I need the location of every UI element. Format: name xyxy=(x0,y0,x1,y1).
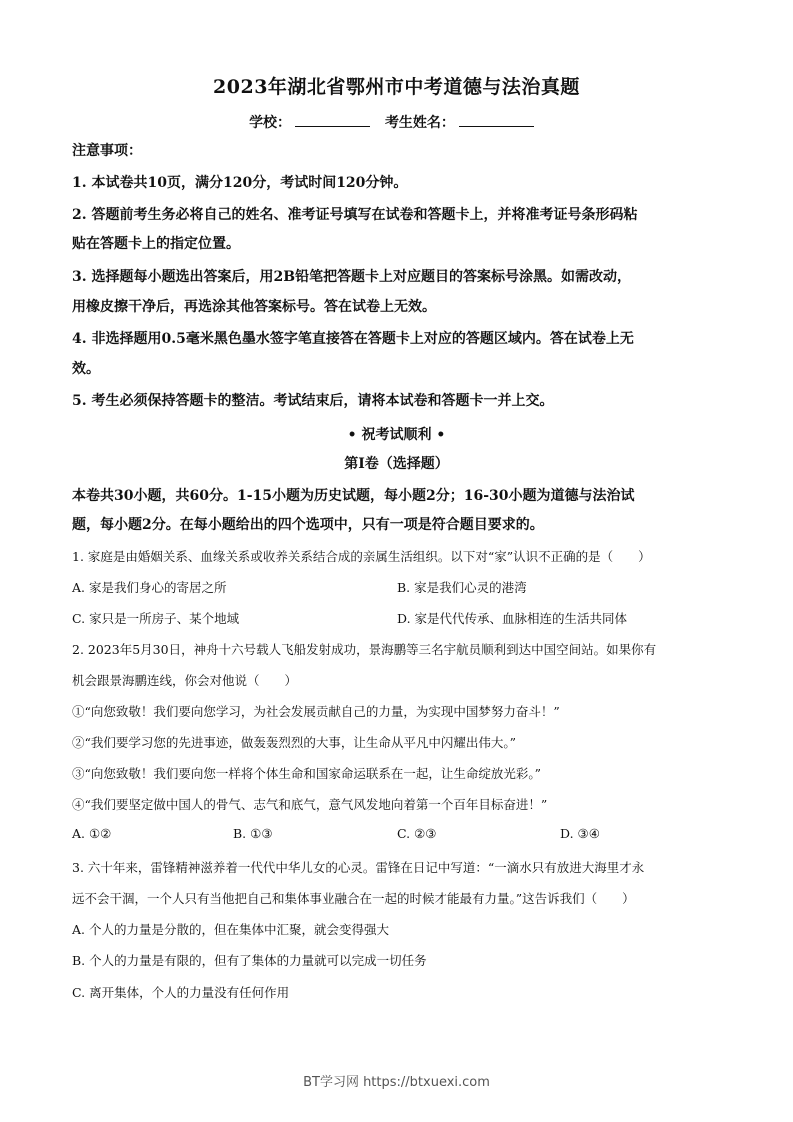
question-3-option-b: B. 个人的力量是有限的，但有了集体的力量就可以完成一切任务 xyxy=(72,953,427,968)
school-label: 学校： xyxy=(249,115,292,131)
note-item: 3. 选择题每小题选出答案后，用2B铅笔把答题卡上对应题目的答案标号涂黑。如需改动， xyxy=(72,269,632,285)
question-1-option-d: D. 家是代代传承、血脉相连的生活共同体 xyxy=(397,611,628,626)
notes-heading: 注意事项： xyxy=(72,143,142,159)
watermark-footer: BT学习网 https://btxuexi.com xyxy=(303,1075,490,1090)
question-2-option-d: D. ③④ xyxy=(560,826,600,841)
question-1-option-b: B. 家是我们心灵的港湾 xyxy=(397,580,527,595)
student-info-fields xyxy=(0,112,793,132)
note-item: 效。 xyxy=(72,361,100,377)
question-3-option-c: C. 离开集体，个人的力量没有任何作用 xyxy=(72,985,290,1000)
name-label: 考生姓名： xyxy=(384,115,455,131)
question-2-option-c: C. ②③ xyxy=(397,826,437,841)
note-item: 5. 考生必须保持答题卡的整洁。考试结束后，请将本试卷和答题卡一并上交。 xyxy=(72,393,554,409)
question-1-stem: 1. 家庭是由婚姻关系、血缘关系或收养关系结合成的亲属生活组织。以下对“家”认识不正确的是（ ） xyxy=(72,549,651,564)
note-item: 4. 非选择题用0.5毫米黑色墨水签字笔直接答在答题卡上对应的答题区域内。答在试卷上无 xyxy=(72,331,634,347)
note-item: 用橡皮擦干净后，再选涂其他答案标号。答在试卷上无效。 xyxy=(72,299,436,315)
question-2-stem: 机会跟景海鹏连线，你会对他说（ ） xyxy=(72,673,298,688)
question-2-statement: ④“我们要坚定做中国人的骨气、志气和底气，意气风发地向着第一个百年目标奋进！” xyxy=(72,797,548,812)
school-blank xyxy=(295,112,370,127)
page-title: 2023年湖北省鄂州市中考道德与法治真题 xyxy=(213,76,580,98)
section-intro: 题，每小题2分。在每小题给出的四个选项中，只有一项是符合题目要求的。 xyxy=(72,517,544,533)
question-2-statement: ②“我们要学习您的先进事迹，做轰轰烈烈的大事，让生命从平凡中闪耀出伟大。” xyxy=(72,735,517,750)
section-intro: 本卷共30小题，共60分。1-15小题为历史试题，每小题2分；16-30小题为道德与法治试 xyxy=(72,488,635,504)
question-2-statement: ③“向您致敬！我们要向您一样将个体生命和国家命运联系在一起，让生命绽放光彩。” xyxy=(72,766,542,781)
question-1-option-c: C. 家只是一所房子、某个地域 xyxy=(72,611,240,626)
note-item: 1. 本试卷共10页，满分120分，考试时间120分钟。 xyxy=(72,175,408,191)
note-item: 贴在答题卡上的指定位置。 xyxy=(72,236,240,252)
greeting: • 祝考试顺利 • xyxy=(347,427,446,443)
question-3-stem: 远不会干涸，一个人只有当他把自己和集体事业融合在一起的时候才能最有力量。”这告诉我们（ ） xyxy=(72,891,635,906)
question-3-stem: 3. 六十年来，雷锋精神滋养着一代代中华儿女的心灵。雷锋在日记中写道：“一滴水只有放进大海里才永 xyxy=(72,860,645,875)
section-title: 第Ⅰ卷（选择题） xyxy=(344,456,449,472)
question-3-option-a: A. 个人的力量是分散的，但在集体中汇聚，就会变得强大 xyxy=(72,922,389,937)
question-2-option-b: B. ①③ xyxy=(233,826,273,841)
name-blank xyxy=(459,112,534,127)
question-2-option-a: A. ①② xyxy=(72,826,112,841)
question-2-statement: ①“向您致敬！我们要向您学习，为社会发展贡献自己的力量，为实现中国梦努力奋斗！” xyxy=(72,704,560,719)
note-item: 2. 答题前考生务必将自己的姓名、准考证号填写在试卷和答题卡上，并将准考证号条形码粘 xyxy=(72,207,638,223)
question-1-option-a: A. 家是我们身心的寄居之所 xyxy=(72,580,227,595)
question-2-stem: 2. 2023年5月30日，神舟十六号载人飞船发射成功，景海鹏等三名宇航员顺利到达中国空间站。如果你有 xyxy=(72,642,657,657)
